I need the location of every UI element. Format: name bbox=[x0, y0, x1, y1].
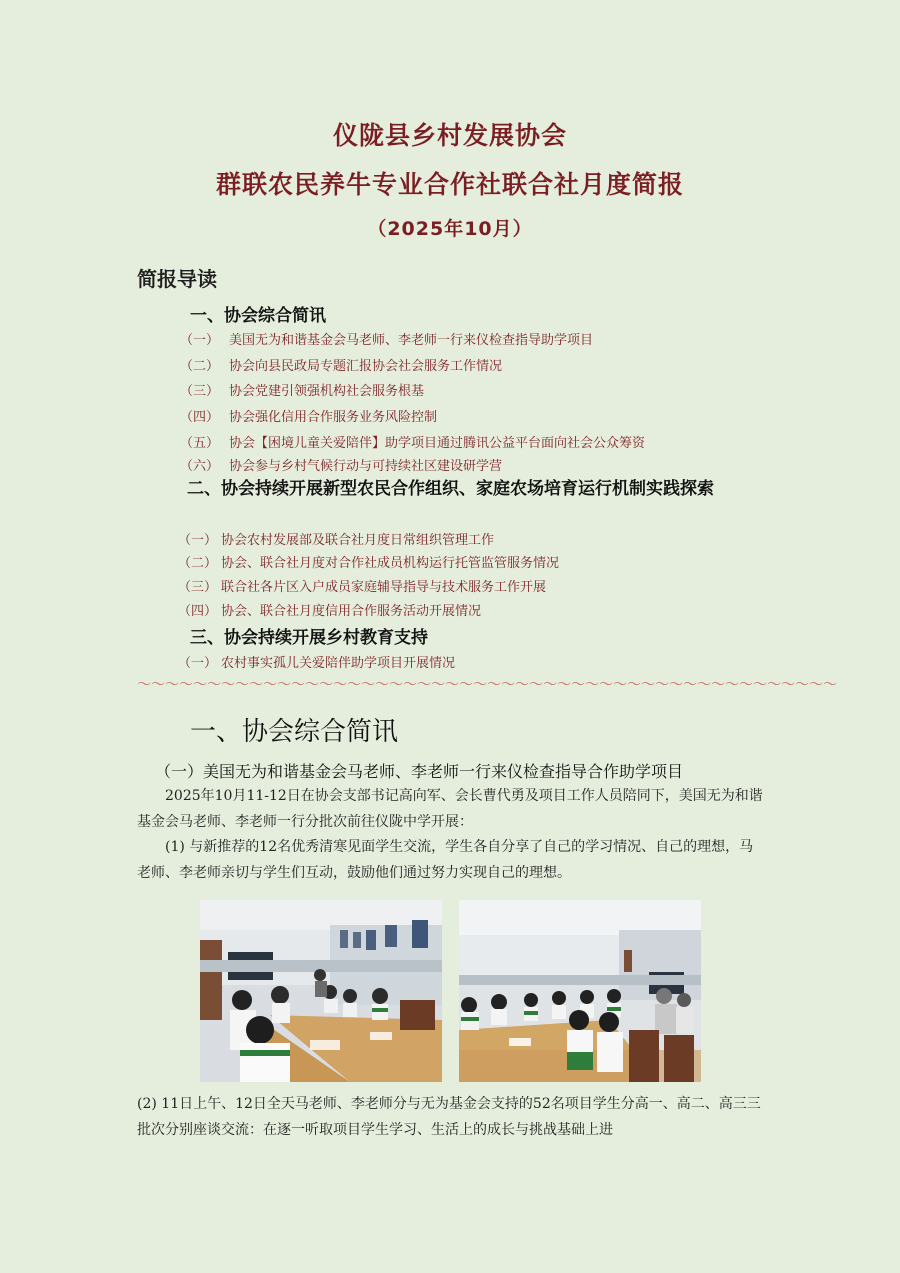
toc-item: （一） 农村事实孤儿关爱陪伴助学项目开展情况 bbox=[178, 656, 456, 671]
toc-section-3: 三、协会持续开展乡村教育支持 bbox=[190, 628, 428, 648]
classroom-photo-left-image bbox=[200, 900, 442, 1082]
toc-item: （二） 协会向县民政局专题汇报协会社会服务工作情况 bbox=[180, 359, 503, 374]
classroom-photo-right-image bbox=[459, 900, 701, 1082]
org-title: 仪陇县乡村发展协会 bbox=[332, 121, 567, 150]
toc-item: （一） 美国无为和谐基金会马老师、李老师一行来仪检查指导助学项目 bbox=[180, 333, 594, 348]
body-paragraph: (2) 11日上午、12日全天马老师、李老师分与无为基金会支持的52名项目学生分高一、高二、高三三批次分别座谈交流：在逐一听取项目学生学习、生活上的成长与挑战基础上进 bbox=[137, 1096, 761, 1138]
body-paragraph: (1) 与新推荐的12名优秀清寒见面学生交流，学生各自分享了自己的学习情况、自己的理想，马老师、李老师亲切与学生们互动，鼓励他们通过努力实现自己的理想。 bbox=[137, 839, 754, 881]
classroom-photo-left bbox=[200, 900, 442, 1082]
classroom-photo-right bbox=[459, 900, 701, 1082]
bulletin-title: 群联农民养牛专业合作社联合社月度简报 bbox=[215, 170, 684, 199]
toc-item: （二） 协会、联合社月度对合作社成员机构运行托管监管服务情况 bbox=[178, 556, 560, 571]
body-paragraph: 2025年10月11-12日在协会支部书记高向军、会长曹代勇及项目工作人员陪同下，美国无为和谐基金会马老师、李老师一行分批次前往仪陇中学开展： bbox=[137, 788, 763, 830]
toc-item: （六） 协会参与乡村气候行动与可持续社区建设研学营 bbox=[180, 459, 503, 474]
bulletin-date: （2025年10月） bbox=[367, 218, 533, 240]
toc-item: （三） 联合社各片区入户成员家庭辅导指导与技术服务工作开展 bbox=[178, 580, 547, 595]
wavy-divider: 〜〜〜〜〜〜〜〜〜〜〜〜〜〜〜〜〜〜〜〜〜〜〜〜〜〜〜〜〜〜〜〜〜〜〜〜〜〜〜〜〜〜〜〜〜〜〜〜〜〜 bbox=[137, 677, 837, 693]
toc-section-1: 一、协会综合简讯 bbox=[190, 306, 326, 326]
subsection-title: （一）美国无为和谐基金会马老师、李老师一行来仪检查指导合作助学项目 bbox=[155, 762, 684, 781]
toc-item: （四） 协会强化信用合作服务业务风险控制 bbox=[180, 410, 438, 425]
toc-item: （一） 协会农村发展部及联合社月度日常组织管理工作 bbox=[178, 533, 495, 548]
section-title: 一、协会综合简讯 bbox=[190, 717, 399, 747]
toc-heading: 简报导读 bbox=[137, 267, 217, 291]
toc-item: （三） 协会党建引领强机构社会服务根基 bbox=[180, 384, 425, 399]
toc-item: （四） 协会、联合社月度信用合作服务活动开展情况 bbox=[178, 604, 482, 619]
toc-section-2: 二、协会持续开展新型农民合作组织、家庭农场培育运行机制实践探索 bbox=[187, 479, 714, 499]
toc-item: （五） 协会【困境儿童关爱陪伴】助学项目通过腾讯公益平台面向社会公众筹资 bbox=[180, 436, 646, 451]
